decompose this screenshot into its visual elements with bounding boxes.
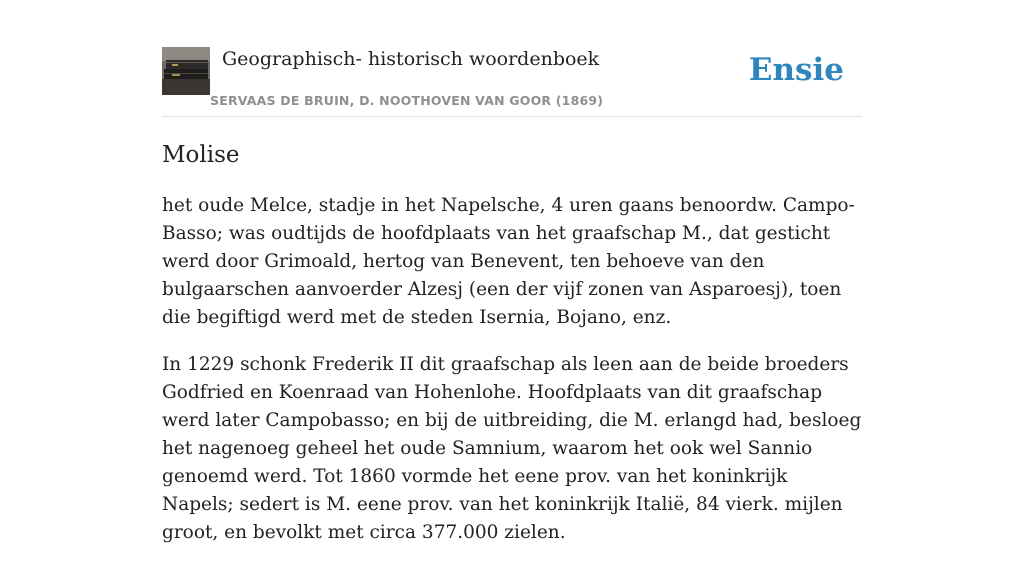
- book-stack-icon: [162, 47, 210, 95]
- source-authors: SERVAAS DE BRUIN, D. NOOTHOVEN VAN GOOR (1869): [210, 93, 604, 108]
- source-header: [162, 46, 862, 117]
- entry-paragraph: het oude Melce, stadje in het Napelsche, 4 uren gaans benoordw. Campo-Basso; was oudtijds de hoofdplaats van het graafschap M., dat gesticht werd door Grimoald, hertog van Benevent, ten behoeve van den bulgaarschen aanvoerder Alzesj (een der vijf zonen van Asparoesj), toen die begiftigd werd met de steden Isernia, Bojano, enz.: [162, 195, 855, 328]
- ensie-logo[interactable]: Ensie: [748, 52, 844, 88]
- entry-body: [162, 192, 862, 566]
- entry-title: Molise: [162, 142, 240, 168]
- source-avatar[interactable]: [162, 47, 210, 95]
- source-title[interactable]: Geographisch- historisch woordenboek: [222, 48, 600, 70]
- entry-paragraph: In 1229 schonk Frederik II dit graafschap als leen aan de beide broeders Godfried en Koenraad van Hohenlohe. Hoofdplaats van dit graafschap werd later Campobasso; en bij de uitbreiding, die M. erlangd had, besloeg het nagenoeg geheel het oude Samnium, waarom het ook wel Sannio genoemd werd. Tot 1860 vormde het eene prov. van het koninkrijk Napels; sedert is M. eene prov. van het koninkrijk Italië, 84 vierk. mijlen groot, en bevolkt met circa 377.000 zielen.: [162, 354, 862, 543]
